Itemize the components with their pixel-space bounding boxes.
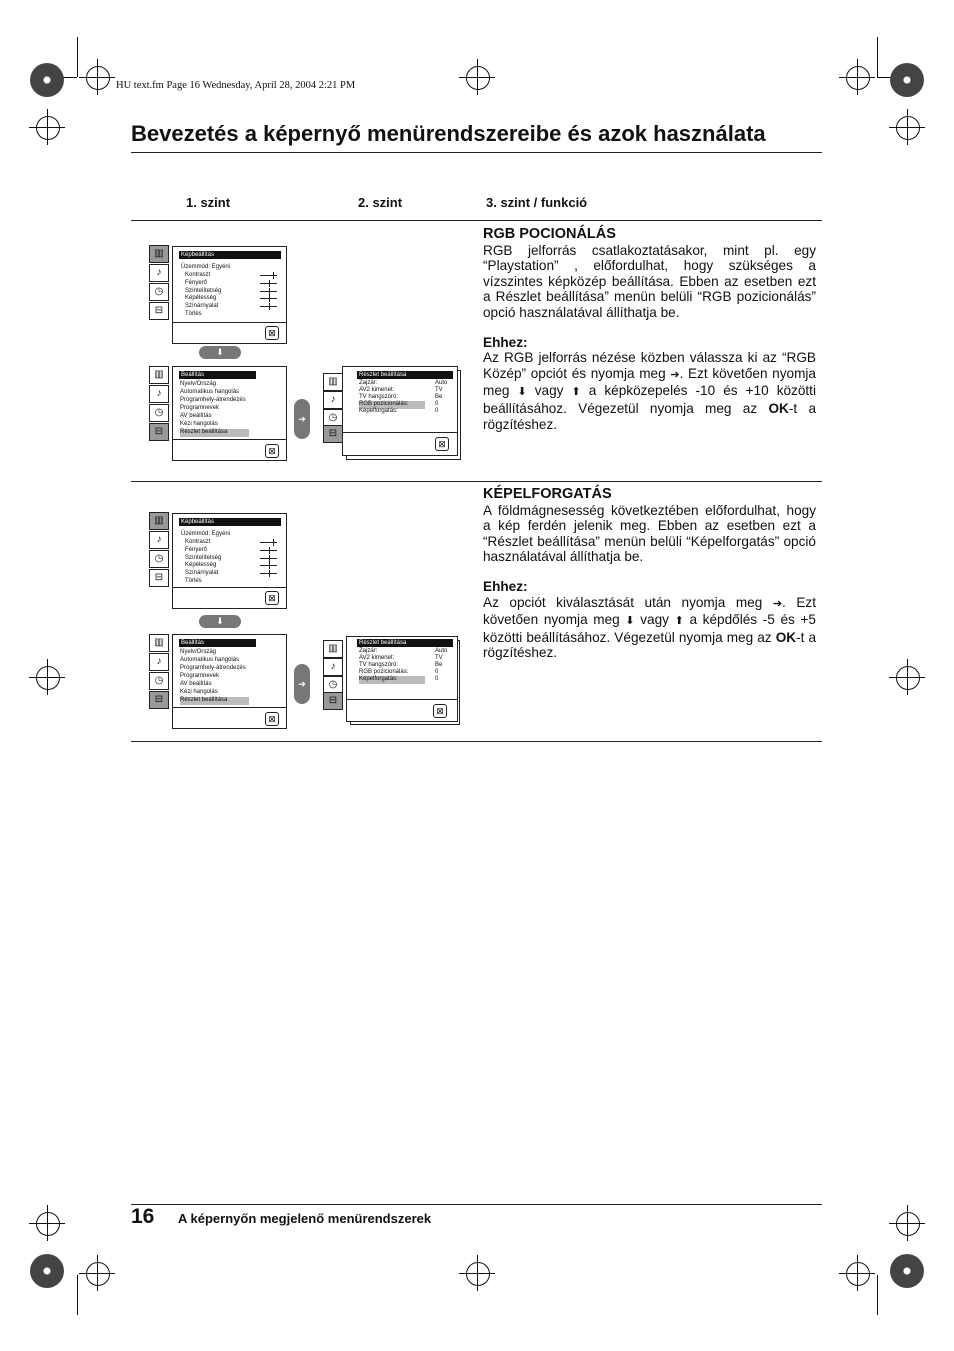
registration-mark-icon xyxy=(36,1212,60,1236)
up-arrow-icon: ⬆ xyxy=(674,615,684,628)
section-heading: RGB POCIONÁLÁS xyxy=(483,226,616,242)
instruction-part: -t a rögzítéshez. xyxy=(483,629,817,661)
menu-setup-screen xyxy=(172,634,287,729)
divider xyxy=(173,587,286,588)
registration-mark-icon xyxy=(36,666,60,690)
instruction-part: . Ezt követően nyomja meg xyxy=(483,365,816,399)
menu-item: AV beállítás xyxy=(180,413,212,419)
menu-item: Automatikus hangolás xyxy=(180,389,240,395)
picture-icon: ▥ xyxy=(149,634,169,652)
ok-key-label: OK xyxy=(775,629,797,645)
menu-item: Törlés xyxy=(185,578,202,584)
instruction-part: a képdőlés -5 és +5 közötti beállításához. Végezetül nyomja meg az xyxy=(483,612,816,645)
right-arrow-icon: ➔ xyxy=(772,597,783,610)
registration-mark-icon xyxy=(86,66,110,90)
ok-icon: ⊠ xyxy=(435,437,449,451)
menu-detail-screen xyxy=(346,636,458,722)
section-picture-rotation xyxy=(483,487,816,661)
section-intro: RGB jelforrás csatlakoztatásakor, mint pl. egy “Playstation” , előfordulhat, hogy szükséges a vízszintes képközép beállítása. Ebben az esetben ezt a Részlet beállítása” menün belüli “RGB pozicionálás” opció használatával állíthatja be. xyxy=(483,242,816,320)
instruction-part: -t a rögzítéshez. xyxy=(483,400,817,432)
menu-title: Képbeállítás xyxy=(179,251,281,259)
instruction-heading: Ehhez: xyxy=(483,334,528,350)
registration-mark-icon xyxy=(36,116,60,140)
section-intro: A földmágnesesség következtében előfordulhat, hogy a kép ferdén jelenik meg. Ebben az esetben ezt a “Részlet beállítása” menün belüli “Képelforgatás” opció használatával állíthatja be. xyxy=(483,502,816,565)
slider xyxy=(260,275,277,276)
instruction-part: a képközepelés -10 és +10 közötti beállításához. Végezetül nyomja meg az xyxy=(483,383,816,416)
menu-item: Fényerő xyxy=(185,547,208,553)
registration-mark-icon xyxy=(466,1262,490,1286)
menu-detail-screen xyxy=(342,366,458,456)
right-arrow-icon: ➔ xyxy=(670,368,680,381)
color-wheel-icon xyxy=(30,63,64,97)
section-rgb-positioning xyxy=(483,227,816,432)
slider xyxy=(260,558,277,559)
picture-icon: ▥ xyxy=(323,640,343,658)
section-rule xyxy=(131,741,822,742)
slider xyxy=(260,565,277,566)
column-heading-level3: 3. szint / funkció xyxy=(486,195,588,210)
divider xyxy=(173,707,286,708)
instruction-part: vagy xyxy=(634,612,675,628)
column-heading-level1: 1. szint xyxy=(186,195,231,210)
detail-label-selected: Képelforgatás: xyxy=(359,676,425,684)
instruction-part: Az opciót kiválasztását után nyomja meg xyxy=(483,594,773,610)
menu-item: Programhely-átrendezés xyxy=(180,665,246,671)
detail-label: AV2 kimenet: xyxy=(359,387,395,393)
registration-mark-icon xyxy=(896,666,920,690)
menu-setup-screen xyxy=(172,366,287,461)
detail-value: 0 xyxy=(435,676,439,682)
detail-label: RGB pozicionálás: xyxy=(359,669,409,675)
detail-label: Képelforgatás: xyxy=(359,408,398,414)
crop-mark xyxy=(877,1275,878,1315)
menu-item-selected: Részlet beállítása xyxy=(180,429,249,437)
detail-label: Zajzár: xyxy=(359,380,378,386)
menu-item: Képélesség xyxy=(185,295,217,301)
menu-item: Nyelv/Ország xyxy=(180,381,217,387)
color-wheel-icon xyxy=(890,1254,924,1288)
instruction-text xyxy=(483,350,816,432)
menu-item: Színtelítetség xyxy=(185,288,222,294)
setup-icon: ⊟ xyxy=(149,423,169,441)
ok-key-label: OK xyxy=(768,400,789,416)
registration-mark-icon xyxy=(846,1262,870,1286)
menu-item: Színárnyalat xyxy=(185,303,219,309)
slider xyxy=(260,283,277,284)
page-number: 16 xyxy=(131,1205,155,1228)
menu-mode: Üzemmód: Egyéni xyxy=(181,531,231,537)
footer-text: A képernyőn megjelenő menürendszerek xyxy=(178,1211,432,1226)
instruction-text xyxy=(483,595,816,661)
crop-mark xyxy=(77,37,78,77)
title-rule xyxy=(131,152,822,153)
detail-value: Auto xyxy=(435,648,448,654)
menu-title: Részlet beállítása xyxy=(357,639,453,647)
section-rule xyxy=(131,481,822,482)
instruction-part: vagy xyxy=(526,383,572,399)
setup-icon: ⊟ xyxy=(149,691,169,709)
up-arrow-icon: ⬆ xyxy=(571,386,581,399)
detail-label: TV hangszóró: xyxy=(359,662,399,668)
timer-icon: ◷ xyxy=(149,283,169,301)
registration-mark-icon xyxy=(86,1262,110,1286)
color-wheel-icon xyxy=(30,1254,64,1288)
menu-item: Kézi hangolás xyxy=(180,689,218,695)
slider xyxy=(260,298,277,299)
detail-label: Zajzár: xyxy=(359,648,378,654)
ok-icon: ⊠ xyxy=(433,704,447,718)
slider xyxy=(260,573,277,574)
menu-item-selected: Részlet beállítása xyxy=(180,697,249,705)
menu-item: Programnevek xyxy=(180,673,220,679)
instruction-heading: Ehhez: xyxy=(483,578,528,594)
slider xyxy=(260,550,277,551)
menu-item: Automatikus hangolás xyxy=(180,657,240,663)
detail-value: 0 xyxy=(435,669,439,675)
table-rule xyxy=(131,220,822,221)
ok-icon: ⊠ xyxy=(265,444,279,458)
slider xyxy=(260,291,277,292)
divider xyxy=(173,439,286,440)
instruction-part: . Ezt követően nyomja meg xyxy=(483,594,816,628)
menu-title: Részlet beállítása xyxy=(357,371,453,379)
menu-item: Programhely-átrendezés xyxy=(180,397,246,403)
footer-rule xyxy=(131,1204,822,1205)
timer-icon: ◷ xyxy=(323,676,343,694)
nav-right-icon: ➔ xyxy=(294,664,310,704)
menu-title: Képbeállítás xyxy=(179,518,281,526)
registration-mark-icon xyxy=(466,66,490,90)
timer-icon: ◷ xyxy=(323,409,343,427)
setup-icon: ⊟ xyxy=(149,302,169,320)
down-arrow-icon: ⬇ xyxy=(625,615,635,628)
page-title: Bevezetés a képernyő menürendszereibe és azok használata xyxy=(131,121,766,146)
detail-value: TV xyxy=(435,655,443,661)
picture-icon: ▥ xyxy=(149,245,169,263)
setup-icon: ⊟ xyxy=(323,692,343,710)
picture-icon: ▥ xyxy=(149,512,169,530)
menu-item: Színtelítetség xyxy=(185,555,222,561)
menu-item: Fényerő xyxy=(185,280,208,286)
sound-icon: ♪ xyxy=(149,531,169,549)
divider xyxy=(347,699,457,700)
menu-title: Beállítás xyxy=(179,371,256,379)
nav-right-icon: ➔ xyxy=(294,399,310,439)
timer-icon: ◷ xyxy=(149,550,169,568)
detail-label: TV hangszóró: xyxy=(359,394,399,400)
registration-mark-icon xyxy=(896,1212,920,1236)
ok-icon: ⊠ xyxy=(265,591,279,605)
detail-label: AV2 kimenet: xyxy=(359,655,395,661)
instruction-part: Az RGB jelforrás nézése közben válassza ki az “RGB Közép” opciót és nyomja meg xyxy=(483,350,816,381)
menu-item: Képélesség xyxy=(185,562,217,568)
picture-icon: ▥ xyxy=(323,373,343,391)
detail-value: 0 xyxy=(435,401,439,407)
menu-item: AV beállítás xyxy=(180,681,212,687)
setup-icon: ⊟ xyxy=(323,425,343,443)
picture-icon: ▥ xyxy=(149,366,169,384)
registration-mark-icon xyxy=(846,66,870,90)
sound-icon: ♪ xyxy=(323,658,343,676)
menu-title: Beállítás xyxy=(179,639,256,647)
menu-mode: Üzemmód: Egyéni xyxy=(181,264,231,270)
menu-item: Törlés xyxy=(185,311,202,317)
timer-icon: ◷ xyxy=(149,672,169,690)
slider xyxy=(260,542,277,543)
column-heading-level2: 2. szint xyxy=(358,195,403,210)
divider xyxy=(343,432,457,433)
detail-value: Be xyxy=(435,662,443,668)
sound-icon: ♪ xyxy=(149,385,169,403)
detail-value: 0 xyxy=(435,408,439,414)
down-arrow-icon: ⬇ xyxy=(517,386,527,399)
detail-value: TV xyxy=(435,387,443,393)
nav-down-icon: ⬇ xyxy=(199,615,241,628)
setup-icon: ⊟ xyxy=(149,569,169,587)
registration-mark-icon xyxy=(896,116,920,140)
nav-down-icon: ⬇ xyxy=(199,346,241,359)
sound-icon: ♪ xyxy=(323,391,343,409)
detail-value: Be xyxy=(435,394,443,400)
color-wheel-icon xyxy=(890,63,924,97)
menu-picture-screen xyxy=(172,246,287,344)
menu-item: Kézi hangolás xyxy=(180,421,218,427)
menu-picture-screen xyxy=(172,513,287,609)
crop-mark xyxy=(77,1275,78,1315)
detail-value: Auto xyxy=(435,380,448,386)
crop-mark xyxy=(877,37,878,77)
ok-icon: ⊠ xyxy=(265,326,279,340)
menu-item: Kontraszt xyxy=(185,272,211,278)
menu-item: Kontraszt xyxy=(185,539,211,545)
slider xyxy=(260,306,277,307)
menu-item: Nyelv/Ország xyxy=(180,649,217,655)
section-heading: KÉPELFORGATÁS xyxy=(483,486,612,502)
divider xyxy=(173,322,286,323)
sound-icon: ♪ xyxy=(149,264,169,282)
timer-icon: ◷ xyxy=(149,404,169,422)
detail-label-selected: RGB pozicionálás: xyxy=(359,401,425,409)
menu-item: Programnevek xyxy=(180,405,220,411)
header-note: HU text.fm Page 16 Wednesday, April 28, 2004 2:21 PM xyxy=(116,80,356,91)
menu-item: Színárnyalat xyxy=(185,570,219,576)
ok-icon: ⊠ xyxy=(265,712,279,726)
sound-icon: ♪ xyxy=(149,653,169,671)
